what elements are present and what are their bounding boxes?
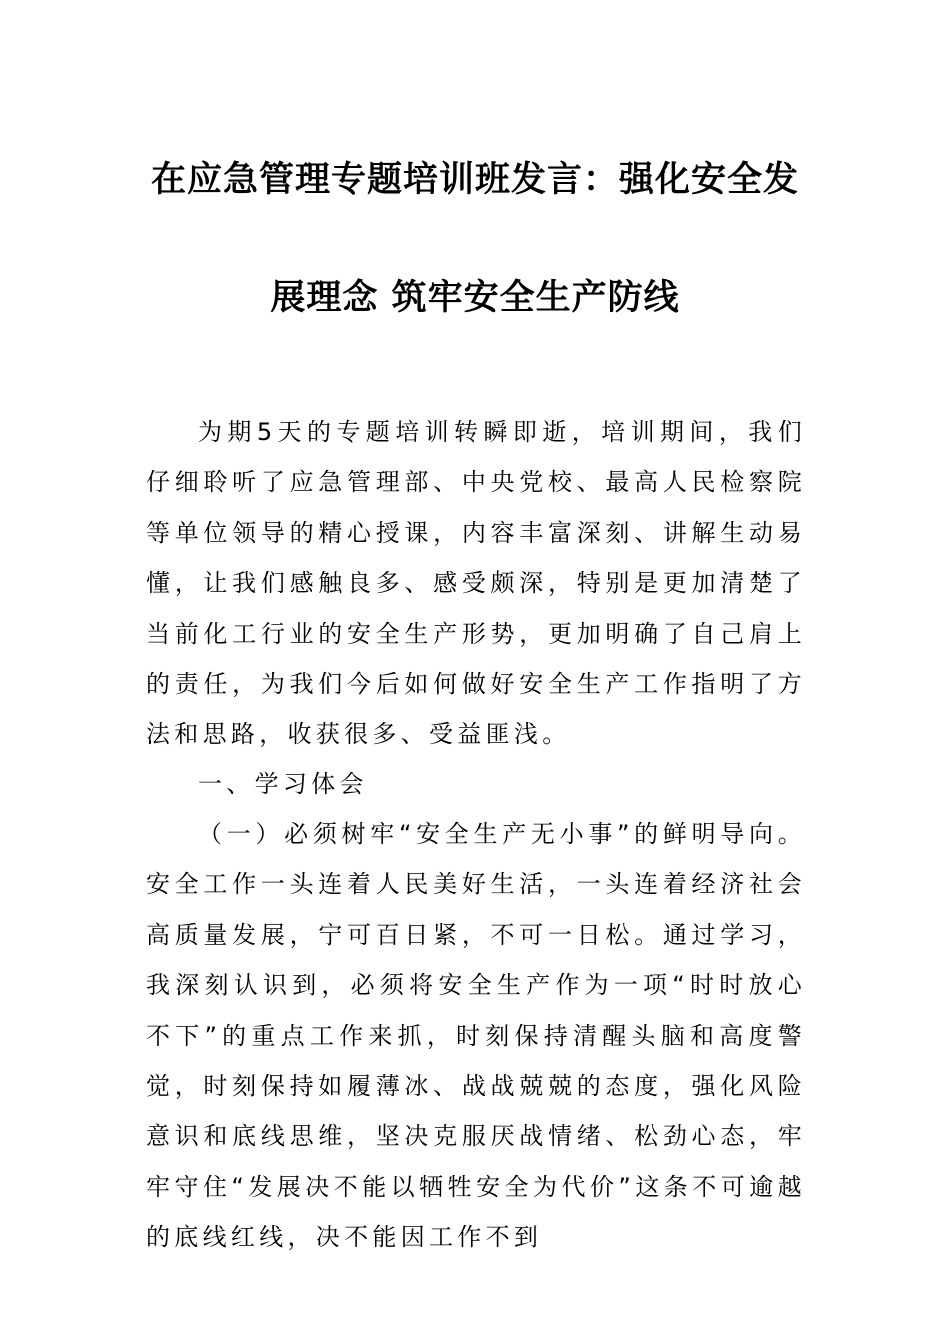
section-heading: [146, 759, 806, 809]
paragraph-text: 为期5天的专题培训转瞬即逝，培训期间，我们仔细聆听了应急管理部、中央党校、最高人民检察院等单位领导的精心授课，内容丰富深刻、讲解生动易懂，让我们感触良多、感受颇深，特别是更加清楚了当前化工行业的安全生产形势，更加明确了自己肩上的责任，为我们今后如何做好安全生产工作指明了方法和思路，收获很多、受益匪浅。: [146, 418, 806, 749]
body-paragraph-point-1: [146, 809, 806, 1263]
section-heading-text: 一、学习体会: [198, 770, 368, 798]
document-title-line-1: 在应急管理专题培训班发言：强化安全发: [150, 159, 799, 200]
body-paragraph-intro: [146, 407, 806, 760]
document-title-line-2: 展理念 筑牢安全生产防线: [270, 277, 680, 318]
paragraph-text: （一）必须树牢“安全生产无小事”的鲜明导向。安全工作一头连着人民美好生活，一头连着经济社会高质量发展，宁可百日紧，不可一日松。通过学习，我深刻认识到，必须将安全生产作为一项“时时放心不下”的重点工作来抓，时刻保持清醒头脑和高度警觉，时刻保持如履薄冰、战战兢兢的态度，强化风险意识和底线思维，坚决克服厌战情绪、松劲心态，牢牢守住“发展决不能以牺牲安全为代价”这条不可逾越的底线红线，决不能因工作不到: [146, 820, 806, 1252]
